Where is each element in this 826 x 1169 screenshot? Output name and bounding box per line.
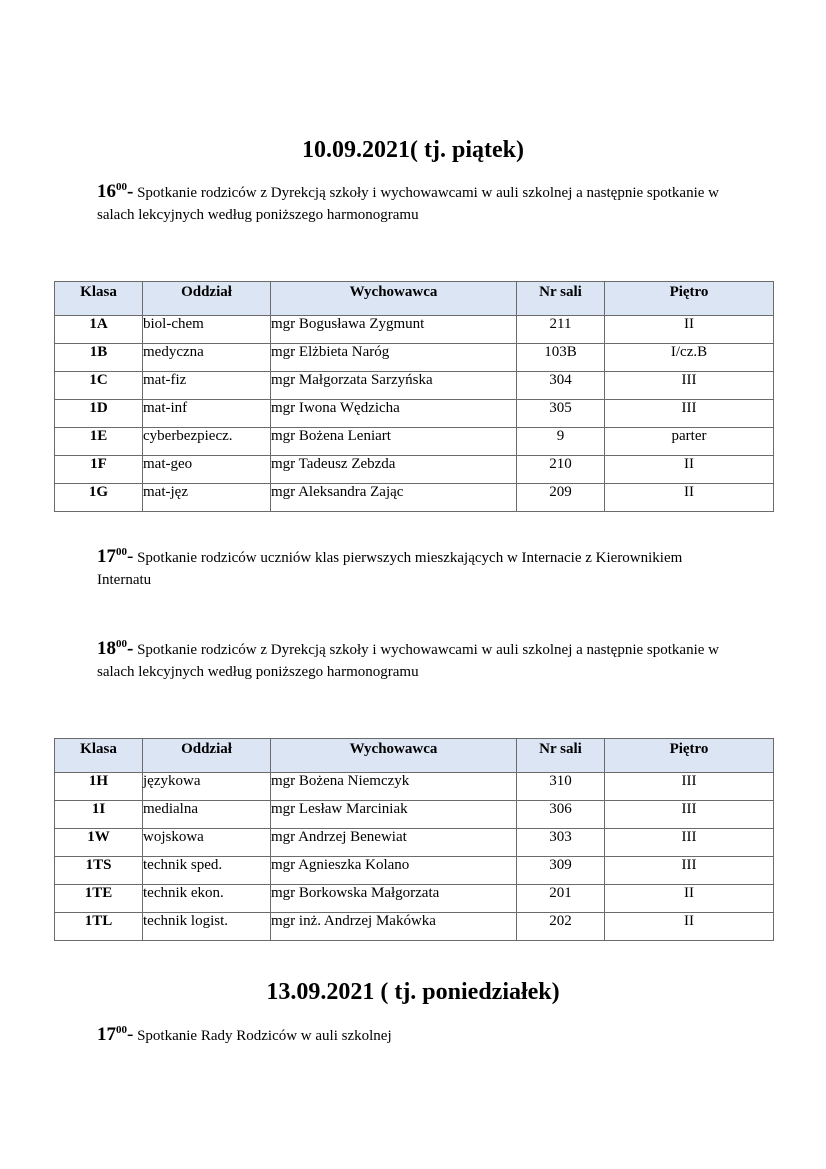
header-nr-sali: Nr sali	[517, 282, 605, 316]
meeting-time: $17^{00}-$	[97, 546, 134, 567]
cell-klasa: 1H	[55, 773, 143, 801]
cell-klasa: 1TL	[55, 913, 143, 941]
table-row	[55, 428, 774, 456]
day2-heading: 13.09.2021 ( tj. poniedziałek)	[266, 979, 560, 1005]
cell-wychowawca: mgr Tadeusz Zebzda	[271, 456, 517, 484]
cell-nr-sali: 310	[517, 773, 605, 801]
cell-nr-sali: 305	[517, 400, 605, 428]
cell-klasa: 1W	[55, 829, 143, 857]
cell-klasa: 1E	[55, 428, 143, 456]
table-row	[55, 344, 774, 372]
table-header-row	[55, 739, 774, 773]
meeting-1700-internat	[97, 541, 737, 591]
cell-oddzial: językowa	[143, 773, 271, 801]
header-klasa: Klasa	[55, 282, 143, 316]
cell-pietro: II	[605, 316, 774, 344]
table-row	[55, 372, 774, 400]
header-pietro: Piętro	[605, 282, 774, 316]
cell-oddzial: technik logist.	[143, 913, 271, 941]
header-klasa: Klasa	[55, 739, 143, 773]
cell-oddzial: biol-chem	[143, 316, 271, 344]
cell-oddzial: mat-jęz	[143, 484, 271, 512]
cell-pietro: parter	[605, 428, 774, 456]
cell-pietro: II	[605, 885, 774, 913]
cell-nr-sali: 103B	[517, 344, 605, 372]
table-row	[55, 316, 774, 344]
cell-oddzial: mat-fiz	[143, 372, 271, 400]
cell-pietro: III	[605, 829, 774, 857]
cell-wychowawca: mgr Iwona Wędzicha	[271, 400, 517, 428]
cell-klasa: 1TE	[55, 885, 143, 913]
cell-nr-sali: 303	[517, 829, 605, 857]
schedule-table-1	[54, 281, 774, 512]
cell-nr-sali: 211	[517, 316, 605, 344]
schedule-table-2	[54, 738, 774, 941]
cell-wychowawca: mgr inż. Andrzej Makówka	[271, 913, 517, 941]
cell-klasa: 1B	[55, 344, 143, 372]
cell-oddzial: medyczna	[143, 344, 271, 372]
cell-pietro: I/cz.B	[605, 344, 774, 372]
cell-wychowawca: mgr Lesław Marciniak	[271, 801, 517, 829]
table-body	[55, 316, 774, 512]
table-row	[55, 885, 774, 913]
cell-pietro: III	[605, 372, 774, 400]
cell-klasa: 1C	[55, 372, 143, 400]
header-pietro: Piętro	[605, 739, 774, 773]
table-row	[55, 801, 774, 829]
cell-wychowawca: mgr Borkowska Małgorzata	[271, 885, 517, 913]
cell-wychowawca: mgr Bożena Niemczyk	[271, 773, 517, 801]
cell-nr-sali: 202	[517, 913, 605, 941]
cell-wychowawca: mgr Andrzej Benewiat	[271, 829, 517, 857]
cell-wychowawca: mgr Elżbieta Naróg	[271, 344, 517, 372]
table-row	[55, 400, 774, 428]
cell-pietro: III	[605, 773, 774, 801]
cell-oddzial: cyberbezpiecz.	[143, 428, 271, 456]
meeting-text: Spotkanie rodziców z Dyrekcją szkoły i wychowawcami w auli szkolnej a następnie spotkanie w salach lekcyjnych według poniższego harmonogramu	[97, 185, 719, 223]
cell-pietro: II	[605, 913, 774, 941]
cell-pietro: II	[605, 456, 774, 484]
meeting-time: $17^{00}-$	[97, 1024, 134, 1045]
cell-pietro: III	[605, 801, 774, 829]
cell-nr-sali: 306	[517, 801, 605, 829]
cell-klasa: 1D	[55, 400, 143, 428]
header-wychowawca: Wychowawca	[271, 739, 517, 773]
meeting-1600	[97, 176, 737, 226]
header-wychowawca: Wychowawca	[271, 282, 517, 316]
cell-nr-sali: 9	[517, 428, 605, 456]
header-nr-sali: Nr sali	[517, 739, 605, 773]
cell-wychowawca: mgr Aleksandra Zając	[271, 484, 517, 512]
cell-pietro: III	[605, 400, 774, 428]
cell-oddzial: technik ekon.	[143, 885, 271, 913]
meeting-text: Spotkanie rodziców uczniów klas pierwszych mieszkających w Internacie z Kierownikiem Internatu	[97, 550, 683, 588]
cell-nr-sali: 309	[517, 857, 605, 885]
table-row	[55, 857, 774, 885]
meeting-time: $16^{00}-$	[97, 181, 134, 202]
header-oddzial: Oddział	[143, 739, 271, 773]
cell-klasa: 1TS	[55, 857, 143, 885]
table-body	[55, 773, 774, 941]
meeting-time: $18^{00}-$	[97, 638, 134, 659]
cell-nr-sali: 210	[517, 456, 605, 484]
cell-wychowawca: mgr Bogusława Zygmunt	[271, 316, 517, 344]
meeting-rada-rodzicow	[97, 1019, 737, 1047]
table-row	[55, 829, 774, 857]
table-row	[55, 484, 774, 512]
cell-klasa: 1A	[55, 316, 143, 344]
cell-oddzial: wojskowa	[143, 829, 271, 857]
cell-oddzial: medialna	[143, 801, 271, 829]
day1-heading: 10.09.2021( tj. piątek)	[302, 137, 524, 163]
table-row	[55, 773, 774, 801]
table-row	[55, 913, 774, 941]
cell-nr-sali: 304	[517, 372, 605, 400]
cell-wychowawca: mgr Bożena Leniart	[271, 428, 517, 456]
cell-klasa: 1F	[55, 456, 143, 484]
cell-wychowawca: mgr Agnieszka Kolano	[271, 857, 517, 885]
cell-pietro: II	[605, 484, 774, 512]
cell-nr-sali: 209	[517, 484, 605, 512]
cell-oddzial: mat-inf	[143, 400, 271, 428]
cell-oddzial: mat-geo	[143, 456, 271, 484]
meeting-text: Spotkanie rodziców z Dyrekcją szkoły i wychowawcami w auli szkolnej a następnie spotkanie w salach lekcyjnych według poniższego harmonogramu	[97, 642, 719, 680]
table-header-row	[55, 282, 774, 316]
header-oddzial: Oddział	[143, 282, 271, 316]
table-row	[55, 456, 774, 484]
cell-pietro: III	[605, 857, 774, 885]
cell-klasa: 1G	[55, 484, 143, 512]
cell-oddzial: technik sped.	[143, 857, 271, 885]
meeting-1800	[97, 633, 737, 683]
meeting-text: Spotkanie Rady Rodziców w auli szkolnej	[133, 1028, 392, 1044]
cell-wychowawca: mgr Małgorzata Sarzyńska	[271, 372, 517, 400]
cell-klasa: 1I	[55, 801, 143, 829]
cell-nr-sali: 201	[517, 885, 605, 913]
